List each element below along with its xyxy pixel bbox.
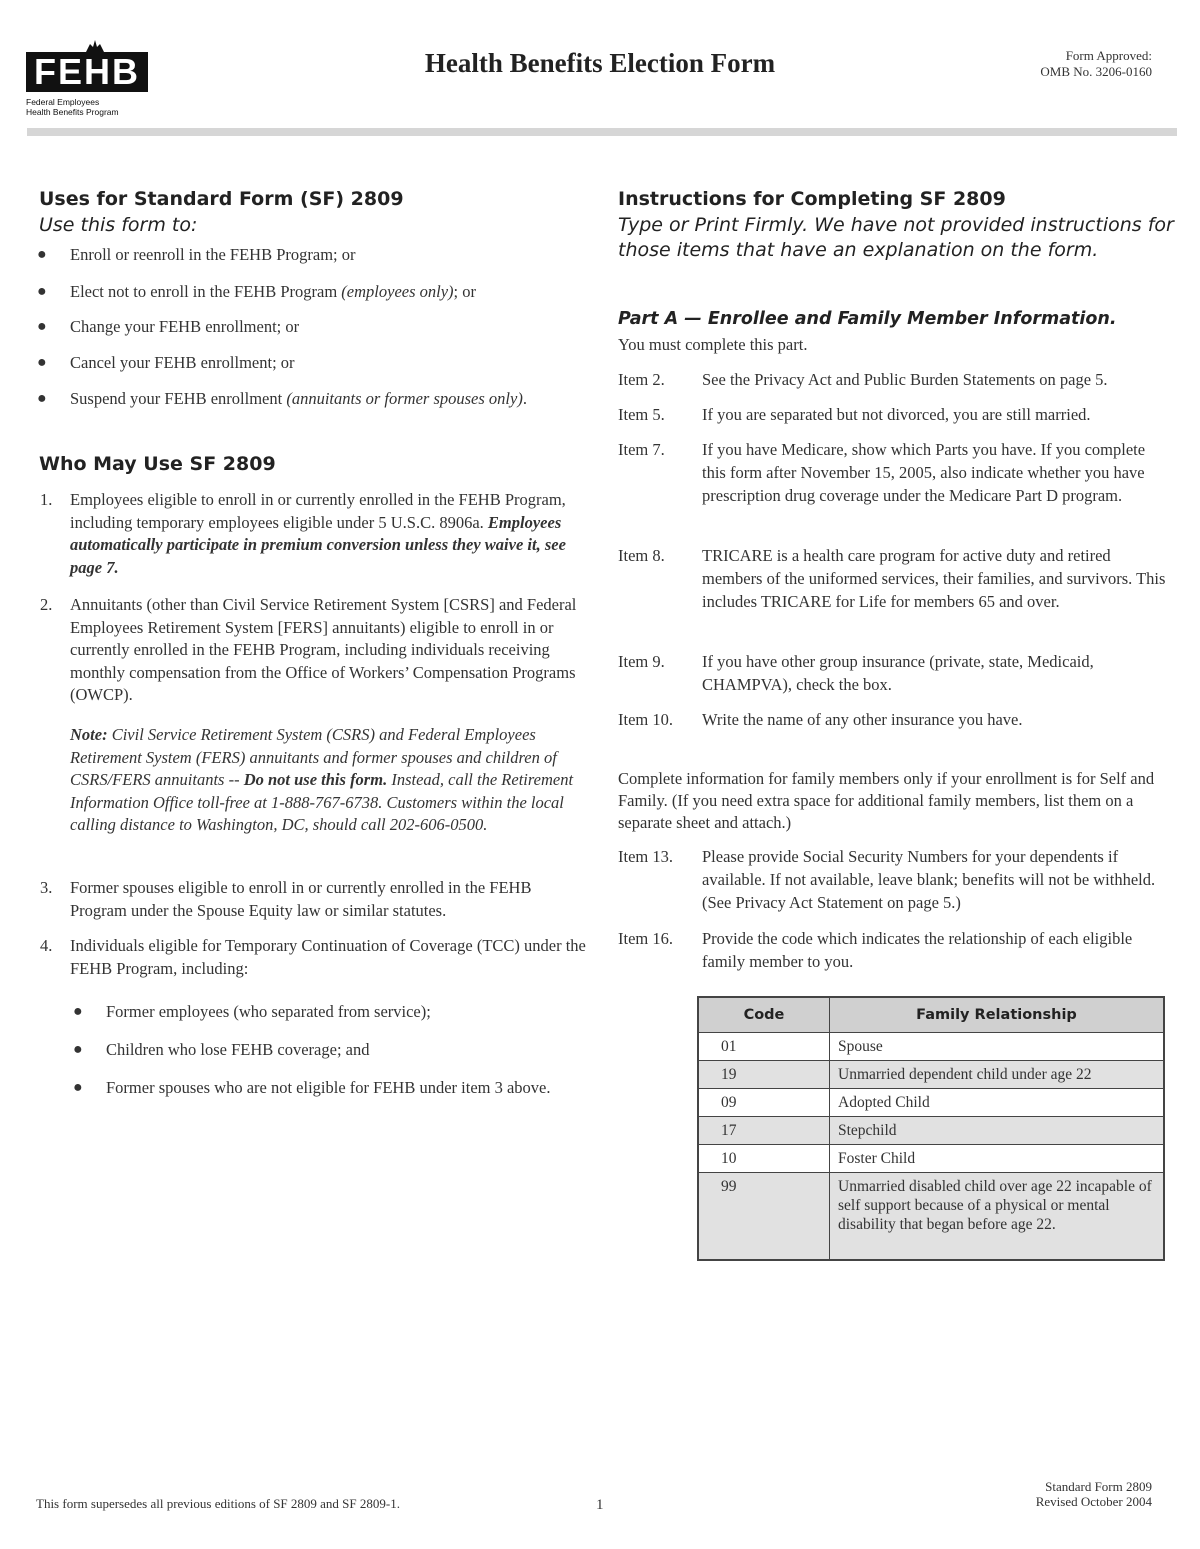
relationship-cell: Unmarried disabled child over age 22 incapable of self support because of a physical or mental disability that began before age 22. <box>830 1173 1165 1261</box>
list-item: ● Elect not to enroll in the FEHB Program (employees only); or <box>37 282 477 301</box>
relationship-cell: Stepchild <box>830 1117 1165 1145</box>
omb-approval: Form Approved: OMB No. 3206-0160 <box>1040 48 1152 79</box>
code-cell: 99 <box>698 1173 830 1261</box>
part-a-heading: Part A — Enrollee and Family Member Information. <box>618 309 1117 329</box>
list-item: ● Children who lose FEHB coverage; and <box>73 1040 370 1059</box>
logo-text: FEHB <box>34 51 140 92</box>
list-item: ● Former employees (who separated from service); <box>73 1002 431 1021</box>
uses-subheading: Use this form to: <box>39 214 198 236</box>
code-cell: 17 <box>698 1117 830 1145</box>
table-row <box>698 1061 1164 1089</box>
relationship-cell: Spouse <box>830 1033 1165 1061</box>
numbered-item: 4. Individuals eligible for Temporary Continuation of Coverage (TCC) under the FEHB Program, including: <box>40 936 586 978</box>
supersedes-note: This form supersedes all previous editions of SF 2809 and SF 2809-1. <box>36 1496 400 1511</box>
code-cell: 19 <box>698 1061 830 1089</box>
instructions-subheading: Type or Print Firmly. We have not provided instructions for those items that have an explanation on the form. <box>618 214 1174 261</box>
list-item: ● Former spouses who are not eligible for FEHB under item 3 above. <box>73 1078 551 1097</box>
page-number: 1 <box>596 1497 604 1513</box>
list-item: ● Cancel your FEHB enrollment; or <box>37 353 295 372</box>
relationship-cell: Unmarried dependent child under age 22 <box>830 1061 1165 1089</box>
column-header-relationship: Family Relationship <box>830 997 1165 1033</box>
column-header-code: Code <box>698 997 830 1033</box>
table-row <box>698 1173 1164 1261</box>
code-cell: 09 <box>698 1089 830 1117</box>
note-paragraph: Note: Civil Service Retirement System (CSRS) and Federal Employees Retirement System (FERS) annuitants and former spouses and children of CSRS/FERS annuitants -- Do not use this form. Instead, call the Retirement Information Office toll-free at 1-888-767-6738. Customers within the local calling distance to Washington, DC, should call 202-606-0500. <box>70 725 574 834</box>
numbered-item: 3. Former spouses eligible to enroll in or currently enrolled in the FEHB Program under the Spouse Equity law or similar statutes. <box>40 878 532 920</box>
numbered-item: 2. Annuitants (other than Civil Service Retirement System [CSRS] and Federal Employees Retirement System [FERS] annuitants) eligible to enroll in or currently enrolled in the FEHB Program, including individuals receiving monthly compensation from the Office of Workers’ Compensation Programs (OWCP). <box>40 595 577 704</box>
form-number: Standard Form 2809 Revised October 2004 <box>1035 1479 1152 1509</box>
relationship-cell: Foster Child <box>830 1145 1165 1173</box>
header-divider <box>27 128 1177 136</box>
family-note: Complete information for family members only if your enrollment is for Self and Family. (If you need extra space for additional family members, list them on a separate sheet and attach.) <box>618 769 1155 832</box>
instructions-heading: Instructions for Completing SF 2809 <box>618 188 1006 210</box>
table-row <box>698 1117 1164 1145</box>
table-row <box>698 1145 1164 1173</box>
who-heading: Who May Use SF 2809 <box>39 453 276 475</box>
numbered-item: 1. Employees eligible to enroll in or currently enrolled in the FEHB Program, including temporary employees eligible under 5 U.S.C. 8906a. Employees automatically participate in premium conversion unless they waive it, see page 7. <box>40 490 566 577</box>
code-cell: 01 <box>698 1033 830 1061</box>
list-item: ● Suspend your FEHB enrollment (annuitants or former spouses only). <box>37 389 527 408</box>
code-cell: 10 <box>698 1145 830 1173</box>
table-row <box>698 1033 1164 1061</box>
uses-heading: Uses for Standard Form (SF) 2809 <box>39 188 404 210</box>
relationship-cell: Adopted Child <box>830 1089 1165 1117</box>
page-title: Health Benefits Election Form <box>424 48 776 78</box>
table-row <box>698 1089 1164 1117</box>
logo-subtitle: Federal Employees Health Benefits Program <box>26 97 119 117</box>
table-header-row <box>698 997 1164 1033</box>
part-a-note: You must complete this part. <box>618 335 808 354</box>
relationship-code-table <box>697 996 1165 1261</box>
list-item: ● Enroll or reenroll in the FEHB Program; or <box>37 245 356 264</box>
list-item: ● Change your FEHB enrollment; or <box>37 317 300 336</box>
